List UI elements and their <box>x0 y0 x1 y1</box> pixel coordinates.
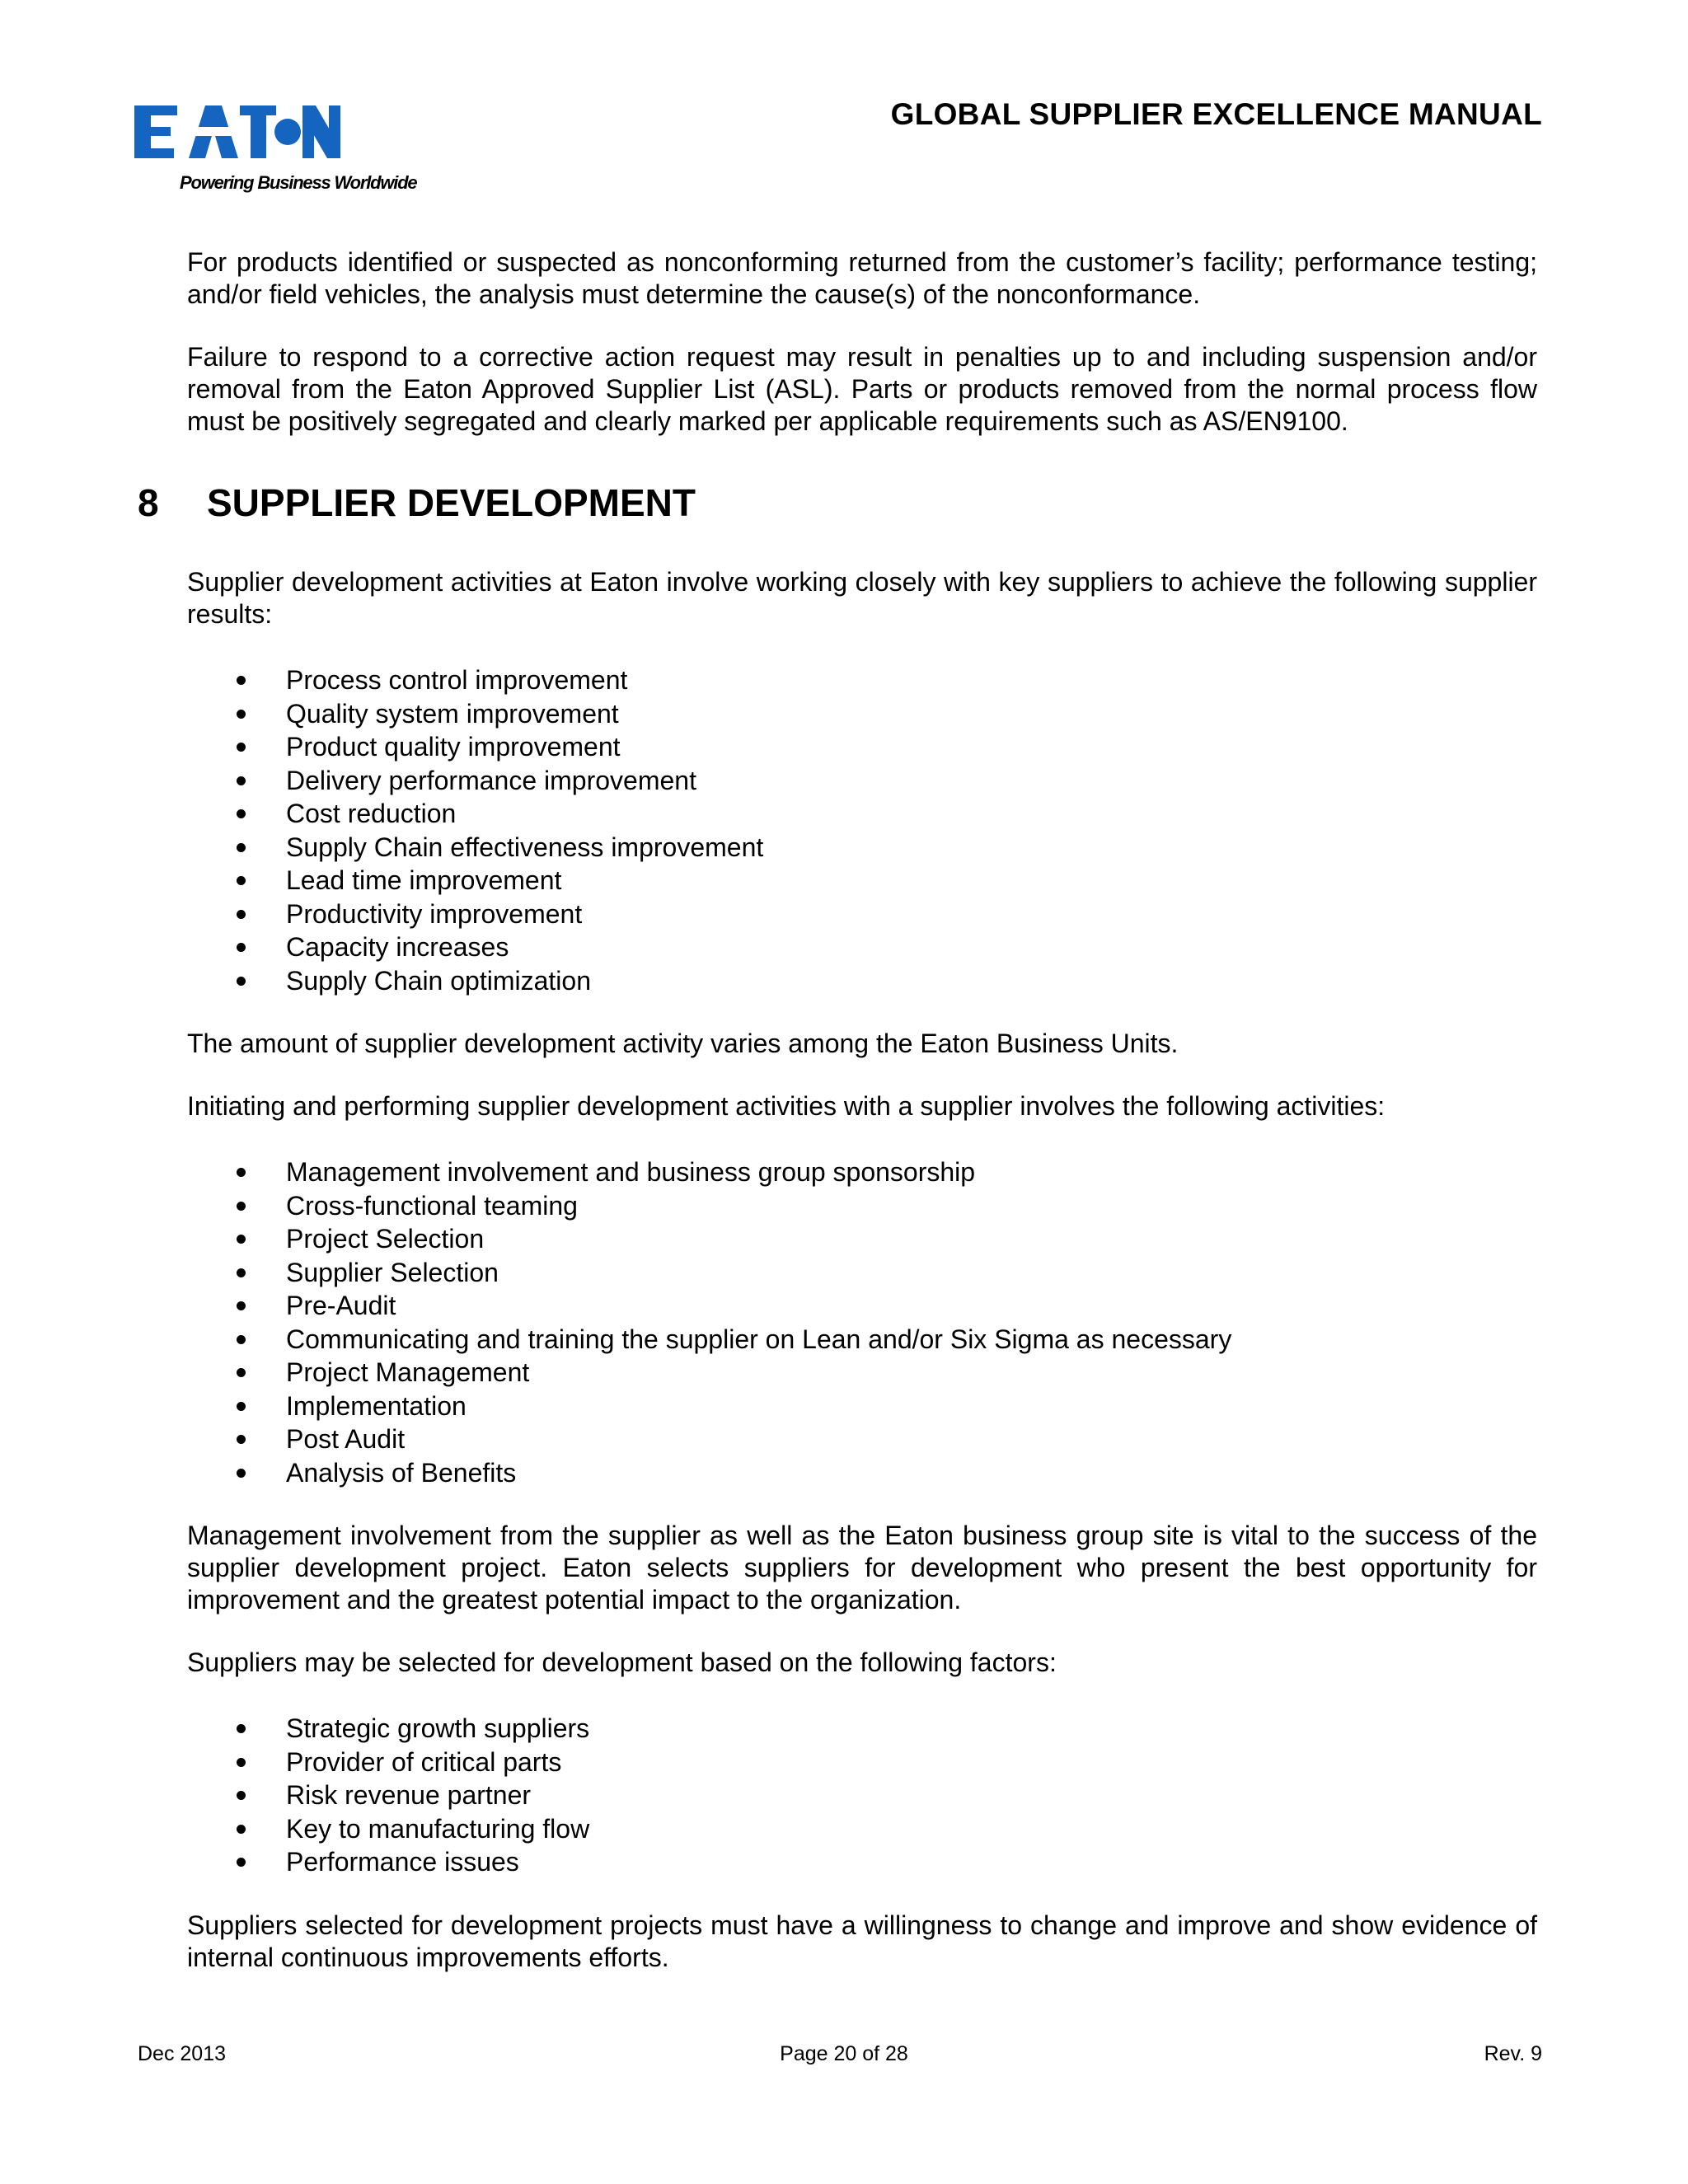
list-item: Project Management <box>187 1356 1537 1390</box>
bullet-icon <box>237 977 246 986</box>
footer-date: Dec 2013 <box>138 2042 227 2065</box>
eaton-logo-mark <box>134 105 340 168</box>
list-item: Productivity improvement <box>187 898 1537 931</box>
list-item: Performance issues <box>187 1845 1537 1879</box>
paragraph-nonconforming-analysis: For products identified or suspected as nonconforming returned from the customer’s facility; performance testing; and/or field vehicles, the analysis must determine the cause(s) of the nonconformance. <box>187 247 1537 309</box>
list-item: Management involvement and business group sponsorship <box>187 1155 1537 1189</box>
bullet-icon <box>237 1368 246 1377</box>
paragraph-development-intro: Supplier development activities at Eaton involve working closely with key suppliers to achieve the following supplier results: <box>187 567 1537 629</box>
list-item: Cost reduction <box>187 797 1537 831</box>
list-item: Quality system improvement <box>187 697 1537 731</box>
bullet-icon <box>237 1825 246 1834</box>
bullet-icon <box>237 809 246 818</box>
activities-list <box>187 1155 1537 1489</box>
factors-list <box>187 1712 1537 1879</box>
section-heading <box>138 480 696 525</box>
list-item: Implementation <box>187 1390 1537 1423</box>
list-item: Key to manufacturing flow <box>187 1812 1537 1846</box>
bullet-icon <box>237 843 246 852</box>
bullet-icon <box>237 876 246 885</box>
paragraph-activities-intro: Initiating and performing supplier development activities with a supplier involves the following activities: <box>187 1091 1386 1121</box>
manual-title: GLOBAL SUPPLIER EXCELLENCE MANUAL <box>890 97 1542 131</box>
bullet-icon <box>237 1268 246 1277</box>
list-item: Delivery performance improvement <box>187 764 1537 798</box>
bullet-icon <box>237 1724 246 1733</box>
logo-tagline: Powering Business Worldwide <box>180 172 417 193</box>
list-item: Cross-functional teaming <box>187 1189 1537 1223</box>
section-number: 8 <box>138 481 159 524</box>
list-item: Capacity increases <box>187 930 1537 964</box>
paragraph-corrective-action: Failure to respond to a corrective action request may result in penalties up to and including suspension and/or removal from the Eaton Approved Supplier List (ASL). Parts or products removed from the normal process flow must be positively segregated and clearly marked per applicable requirements such as AS/EN9100. <box>187 342 1537 436</box>
paragraph-willingness: Suppliers selected for development projects must have a willingness to change and improve and show evidence of internal continuous improvements efforts. <box>187 1910 1537 1972</box>
footer-page-number: Page 20 of 28 <box>780 2042 908 2065</box>
footer-revision: Rev. 9 <box>1484 2042 1542 2065</box>
bullet-icon <box>237 1469 246 1478</box>
results-list <box>187 663 1537 997</box>
list-item: Analysis of Benefits <box>187 1456 1537 1490</box>
bullet-icon <box>237 1758 246 1767</box>
bullet-icon <box>237 776 246 785</box>
bullet-icon <box>237 1435 246 1444</box>
bullet-icon <box>237 1202 246 1211</box>
bullet-icon <box>237 1858 246 1867</box>
list-item: Communicating and training the supplier on Lean and/or Six Sigma as necessary <box>187 1323 1537 1357</box>
bullet-icon <box>237 743 246 752</box>
bullet-icon <box>237 1301 246 1310</box>
list-item: Risk revenue partner <box>187 1779 1537 1812</box>
eaton-logo <box>134 105 415 196</box>
bullet-icon <box>237 1335 246 1344</box>
paragraph-management-involvement: Management involvement from the supplier as well as the Eaton business group site is vital to the success of the supplier development project. Eaton selects suppliers for development who present the best opportunity for improvement and the greatest potential impact to the organization. <box>187 1521 1537 1615</box>
bullet-icon <box>237 910 246 919</box>
list-item: Project Selection <box>187 1222 1537 1256</box>
paragraph-selection-factors: Suppliers may be selected for development based on the following factors: <box>187 1647 1057 1677</box>
list-item: Strategic growth suppliers <box>187 1712 1537 1746</box>
bullet-icon <box>237 676 246 685</box>
intro-block <box>187 246 1537 438</box>
bullet-icon <box>237 710 246 719</box>
bullet-icon <box>237 943 246 952</box>
list-item: Product quality improvement <box>187 730 1537 764</box>
list-item: Supply Chain effectiveness improvement <box>187 831 1537 865</box>
bullet-icon <box>237 1402 246 1411</box>
section-body <box>187 566 1537 1974</box>
bullet-icon <box>237 1791 246 1800</box>
bullet-icon <box>237 1235 246 1244</box>
list-item: Supplier Selection <box>187 1256 1537 1290</box>
list-item: Provider of critical parts <box>187 1746 1537 1779</box>
list-item: Supply Chain optimization <box>187 964 1537 998</box>
section-title: SUPPLIER DEVELOPMENT <box>207 481 696 524</box>
paragraph-activity-variance: The amount of supplier development activity varies among the Eaton Business Units. <box>187 1029 1179 1058</box>
list-item: Lead time improvement <box>187 864 1537 898</box>
list-item: Pre-Audit <box>187 1289 1537 1323</box>
bullet-icon <box>237 1168 246 1177</box>
list-item: Process control improvement <box>187 663 1537 697</box>
list-item: Post Audit <box>187 1422 1537 1456</box>
